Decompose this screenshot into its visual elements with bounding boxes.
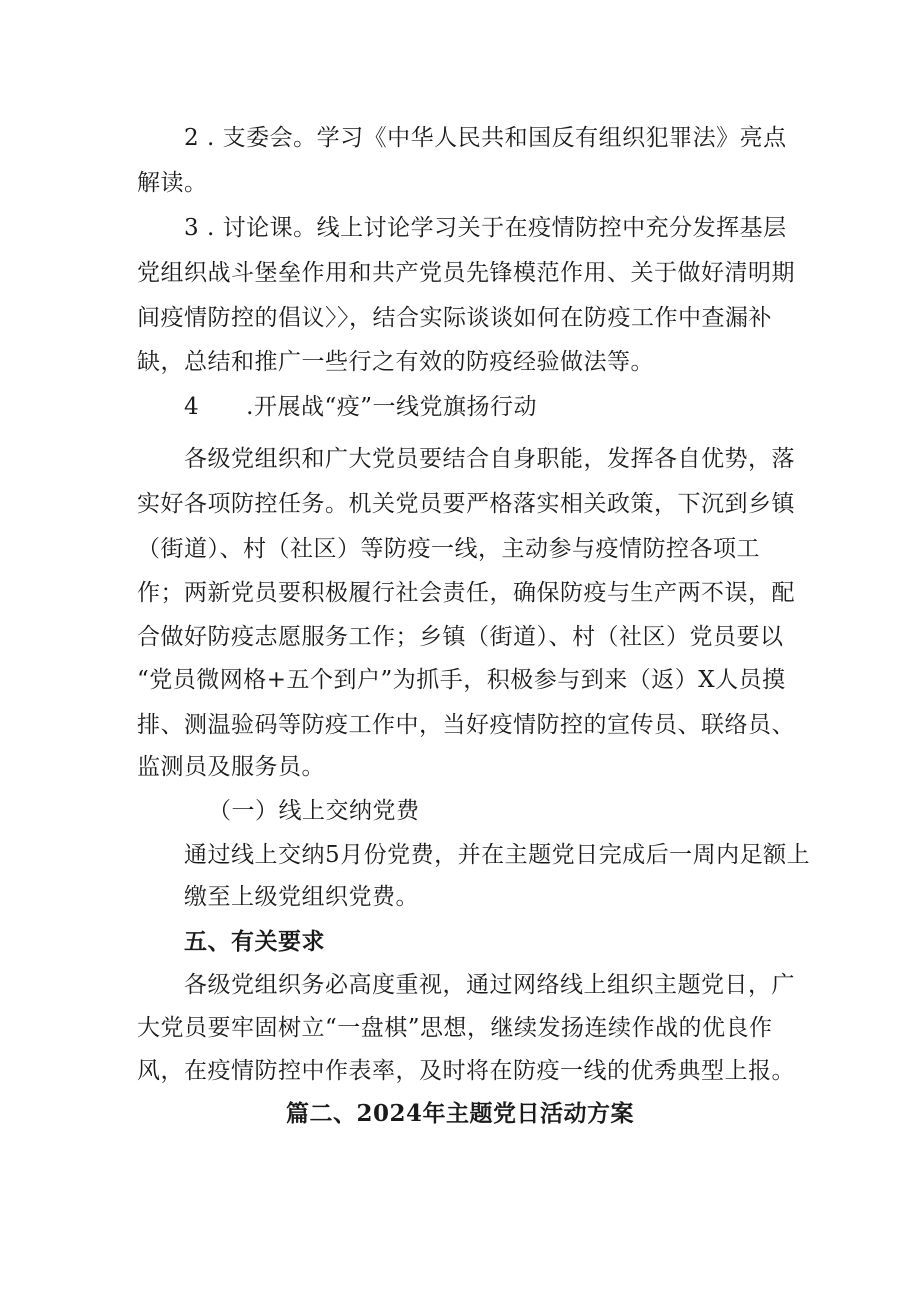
paragraph-party-members-line-8: 监测员及服务员。: [137, 754, 325, 780]
paragraph-party-members-line-6: “党员微网格+五个到户”为抓手，积极参与到来（返）X人员摸: [137, 667, 786, 693]
paragraph-party-members-line-2: 实好各项防控任务。机关党员要严格落实相关政策，下沉到乡镇: [137, 491, 795, 517]
paragraph-item-3-line-4: 缺，总结和推广一些行之有效的防疫经验做法等。: [137, 349, 654, 375]
paragraph-requirements-line-1: 各级党组织务必高度重视，通过网络线上组织主题党日，广: [184, 972, 795, 998]
paragraph-party-members-line-3: （街道）、村（社区）等防疫一线，主动参与疫情防控各项工: [137, 536, 760, 562]
section-heading-requirements: 五、有关要求: [184, 928, 325, 955]
paragraph-dues-line-2: 缴至上级党组织党费。: [184, 884, 419, 910]
paragraph-dues-line-1: 通过线上交纳5月份党费，并在主题党日完成后一周内足额上: [184, 842, 811, 868]
paragraph-item-3-line-2: 党组织战斗堡垒作用和共产党员先锋模范作用、关于做好清明期: [137, 260, 795, 286]
subheading-online-dues: （一）线上交纳党费: [208, 798, 420, 824]
paragraph-item-2-line-1: 2 . 支委会。学习《中华人民共和国反有组织犯罪法》亮点: [184, 125, 787, 151]
paragraph-item-3-line-3: 间疫情防控的倡议〉〉，结合实际谈谈如何在防疫工作中查漏补: [137, 305, 772, 331]
paragraph-item-3-line-1: 3 . 讨论课。线上讨论学习关于在疫情防控中充分发挥基层: [184, 215, 787, 241]
paragraph-party-members-line-4: 作；两新党员要积极履行社会责任，确保防疫与生产两不误，配: [137, 580, 795, 606]
paragraph-requirements-line-2: 大党员要牢固树立“一盘棋”思想，继续发扬连续作战的优良作: [137, 1015, 773, 1041]
paragraph-party-members-line-1: 各级党组织和广大党员要结合自身职能，发挥各自优势，落: [184, 446, 795, 472]
section-heading-item-4: 4 .开展战“疫”一线党旗扬行动: [184, 394, 537, 420]
paragraph-item-2-line-2: 解读。: [137, 170, 208, 196]
paragraph-party-members-line-5: 合做好防疫志愿服务工作；乡镇（街道）、村（社区）党员要以: [137, 624, 784, 650]
document-title-part-two: 篇二、2024年主题党日活动方案: [285, 1100, 634, 1127]
paragraph-requirements-line-3: 风，在疫情防控中作表率，及时将在防疫一线的优秀典型上报。: [137, 1058, 795, 1084]
paragraph-party-members-line-7: 排、测温验码等防疫工作中，当好疫情防控的宣传员、联络员、: [137, 712, 795, 738]
